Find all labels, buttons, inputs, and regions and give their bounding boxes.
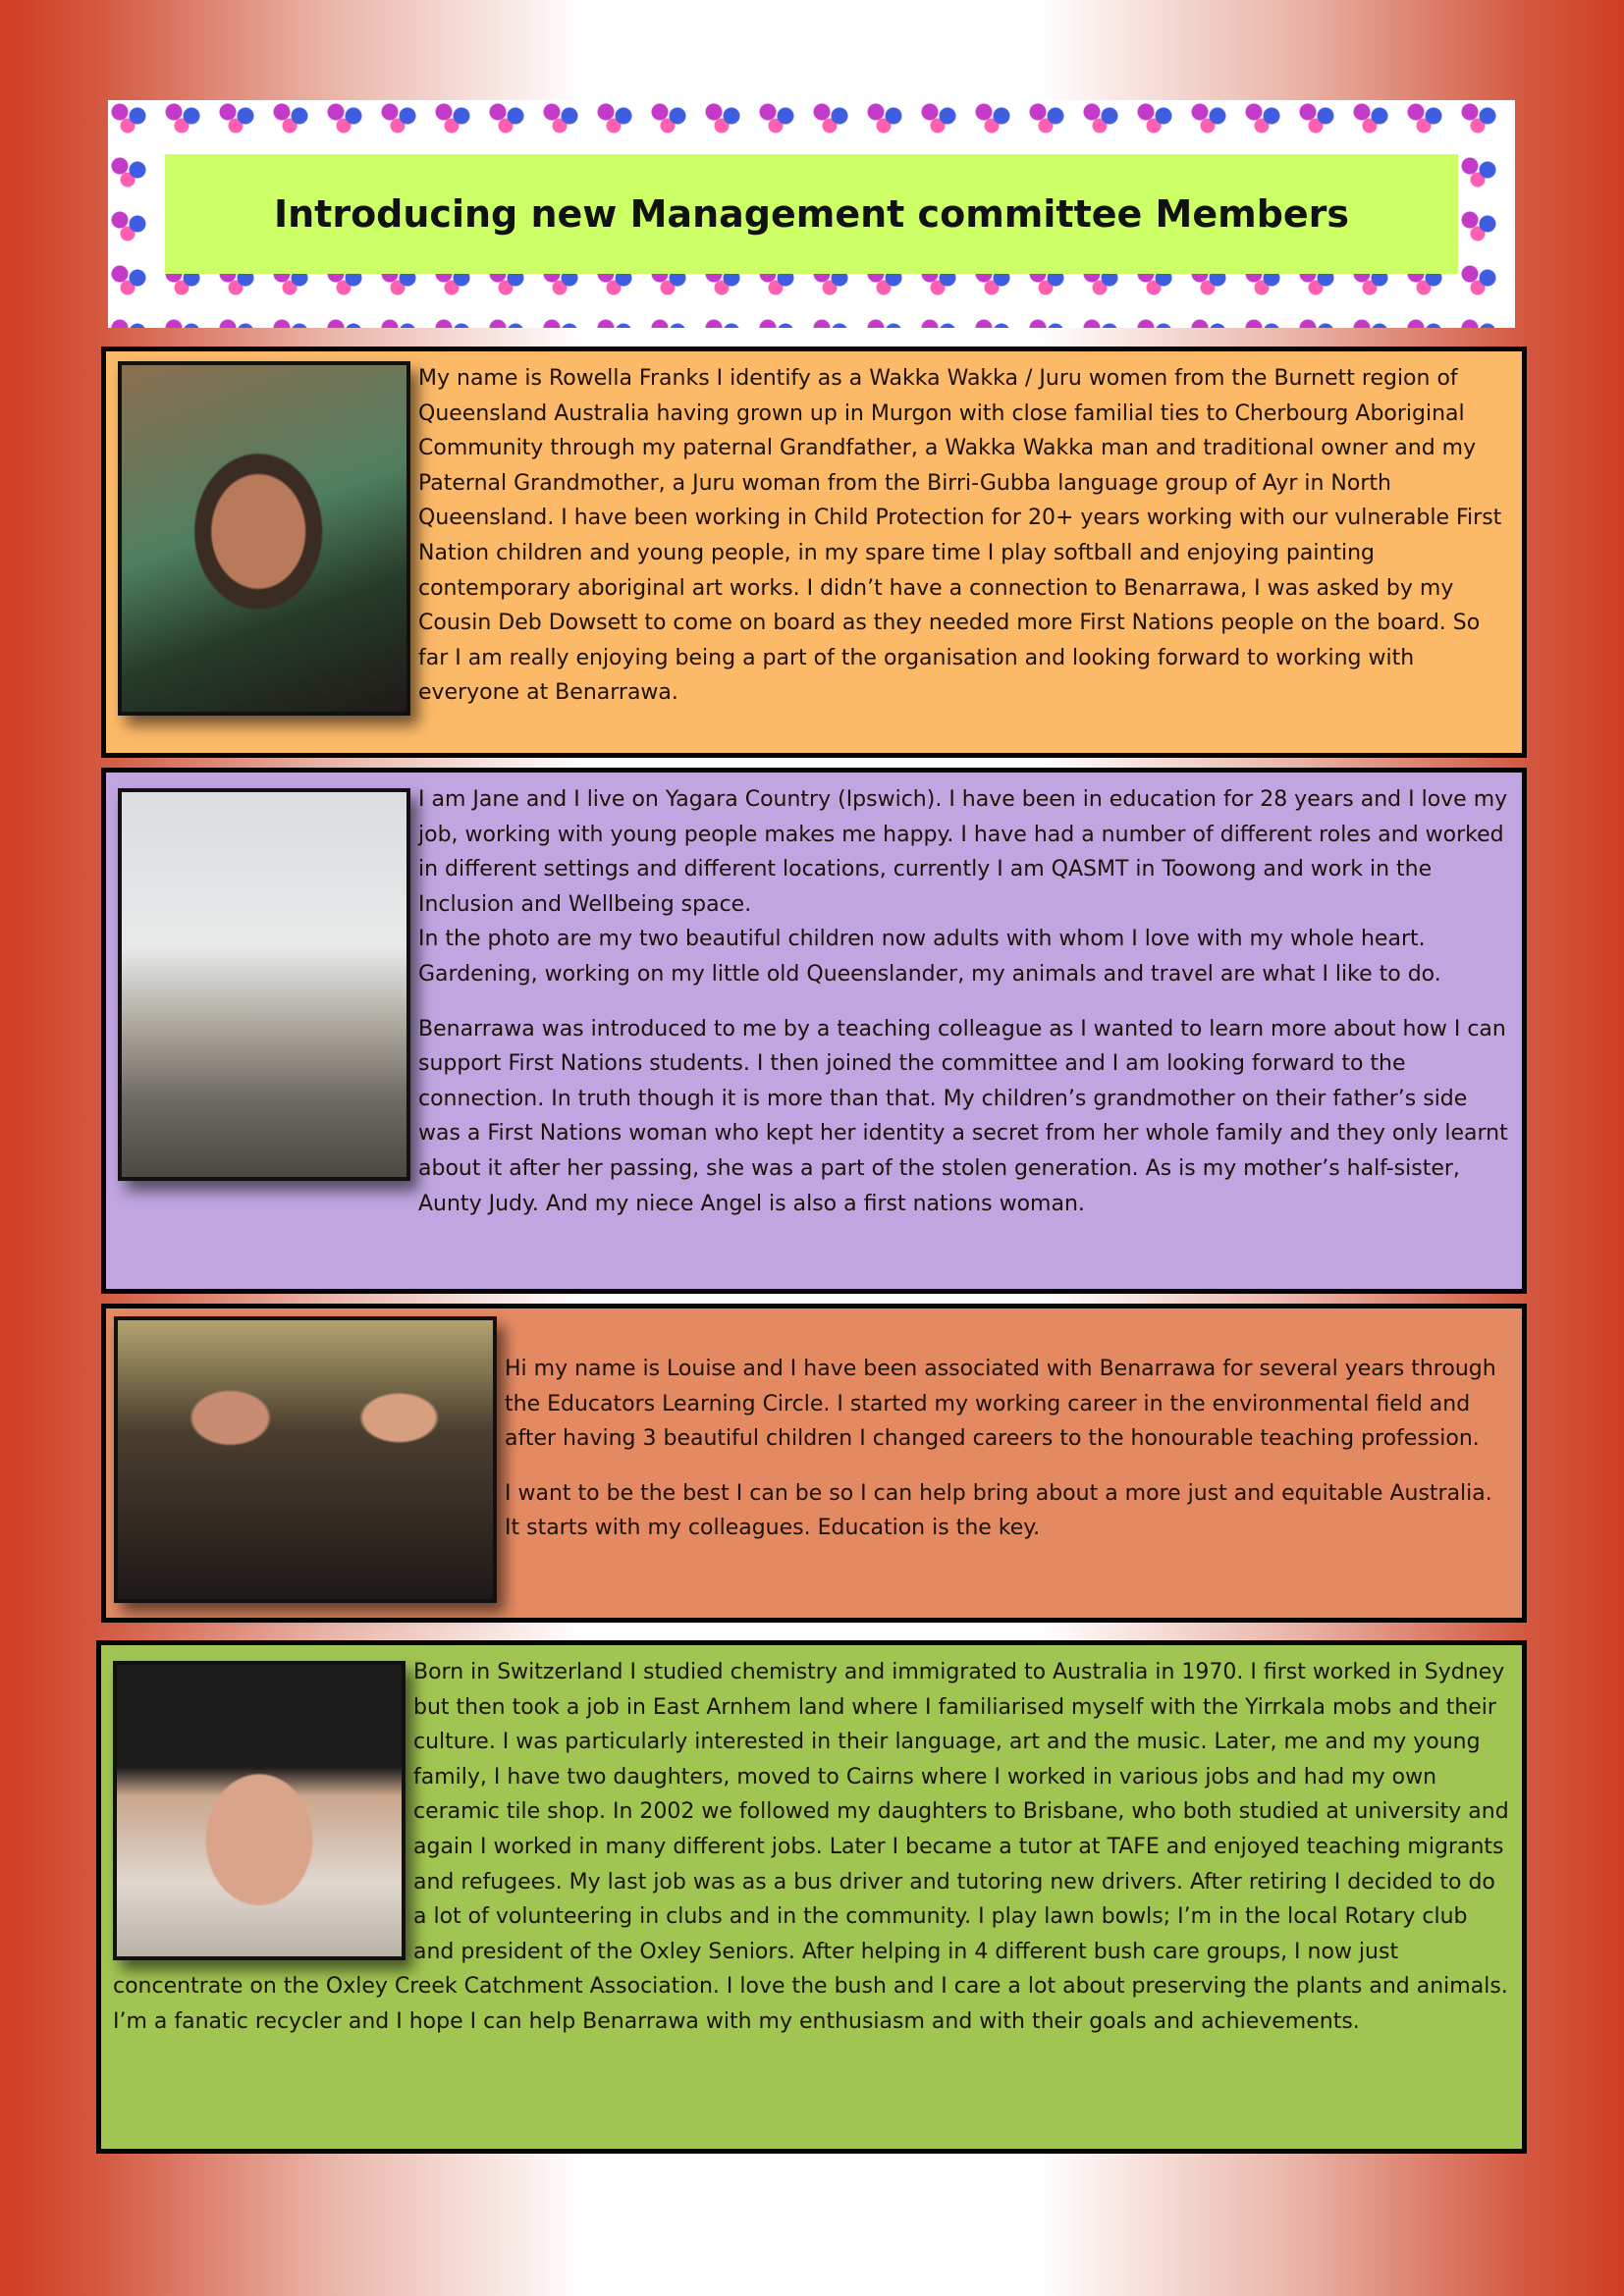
member-bio-paragraph: Hi my name is Louise and I have been associated with Benarrawa for several years through the Educators Learning Circle. I started my working career in the environmental field and after having 3 beautiful children I changed careers to the honourable teaching profession. xyxy=(505,1357,1496,1452)
member-bio-paragraph: Born in Switzerland I studied chemistry and immigrated to Australia in 1970. I first worked in Sydney but then took a job in East Arnhem land where I familiarised myself with the Yirrkala mobs and their culture. I was particularly interested in their language, art and the music. Later, me and my young family, I have two daughters, moved to Cairns where I worked in various jobs and had my own ceramic tile shop. In 2002 we followed my daughters to Brisbane, who both studied at university and again I worked in many different jobs. Later I became a tutor at TAFE and enjoyed teaching migrants and refugees. My last job was as a bus driver and tutoring new drivers. After retiring I decided to do a lot of volunteering in clubs and in the community. I play lawn bowls; I’m in the local Rotary club and president of the Oxley Seniors. After helping in 4 different bush care groups, I now just concentrate on the Oxley Creek Catchment Association. I love the bush and I care a lot about preserving the plants and animals. I’m a fanatic recycler and I hope I can help Benarrawa with my enthusiasm and with their goals and achievements. xyxy=(113,1660,1509,2034)
member-bio-paragraph: Benarrawa was introduced to me by a teaching colleague as I wanted to learn more about how I can support First Nations students. I then joined the committee and I am looking forward to the connection. In truth though it is more than that. My children’s grandmother on their father’s side was a First Nations woman who kept her identity a secret from her whole family and they only learnt about it after her passing, she was a part of the stolen generation. As is my mother’s half-sister, Aunty Judy. And my niece Angel is also a first nations woman. xyxy=(418,1016,1508,1216)
member-bio-paragraph: I am Jane and I live on Yagara Country (Ipswich). I have been in education for 28 years and I love my job, working with young people makes me happy. I have had a number of different roles and worked in different settings and different locations, currently I am QASMT in Toowong and work in the Inclusion and Wellbeing space. xyxy=(418,787,1508,917)
member-photo-jane xyxy=(118,788,410,1181)
member-bio-paragraph: I want to be the best I can be so I can help bring about a more just and equitable Australia. It starts with my colleagues. Education is the key. xyxy=(505,1480,1492,1541)
member-bio-paragraph: In the photo are my two beautiful children now adults with whom I love with my whole heart. Gardening, working on my little old Queenslander, my animals and travel are what I like to do. xyxy=(418,927,1441,987)
balloon-banner xyxy=(108,100,1515,328)
member-panel-louise xyxy=(101,1304,1527,1623)
member-panel-swiss xyxy=(96,1640,1527,2154)
banner-title-box xyxy=(165,154,1458,274)
member-photo-swiss xyxy=(113,1661,406,1960)
member-bio-paragraph: My name is Rowella Franks I identify as a Wakka Wakka / Juru women from the Burnett region of Queensland Australia having grown up in Murgon with close familial ties to Cherbourg Aboriginal Community through my paternal Grandfather, a Wakka Wakka man and traditional owner and my Paternal Grandmother, a Juru woman from the Birri-Gubba language group of Ayr in North Queensland. I have been working in Child Protection for 20+ years working with our vulnerable First Nation children and young people, in my spare time I play softball and enjoying painting contemporary aboriginal art works. I didn’t have a connection to Benarrawa, I was asked by my Cousin Deb Dowsett to come on board as they needed more First Nations people on the board. So far I am really enjoying being a part of the organisation and looking forward to working with everyone at Benarrawa. xyxy=(418,366,1502,706)
member-panel-rowella xyxy=(101,347,1527,758)
member-photo-louise xyxy=(114,1316,497,1603)
page-title: Introducing new Management committee Members xyxy=(273,192,1350,236)
member-panel-jane xyxy=(101,768,1527,1294)
member-photo-rowella xyxy=(118,361,410,716)
